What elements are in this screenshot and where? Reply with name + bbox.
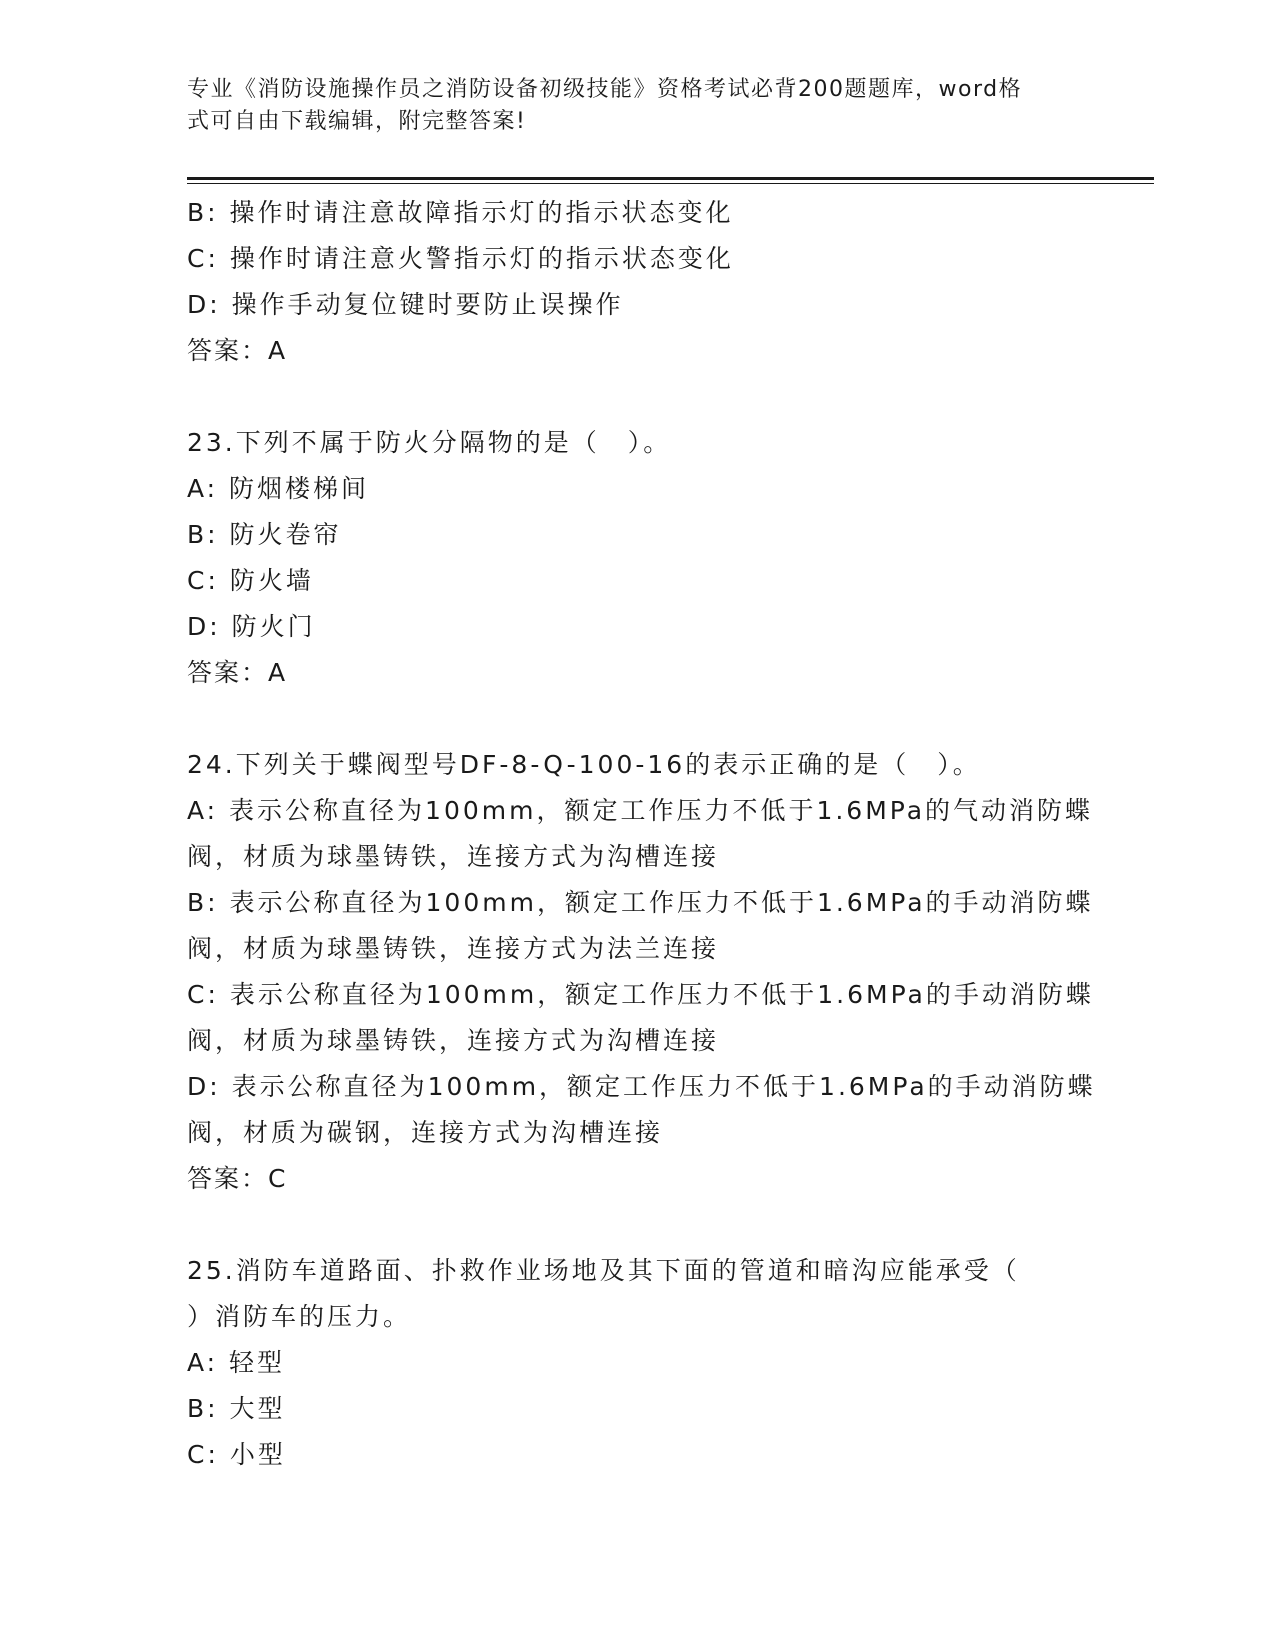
question-25-option-c: C: 小型 [187,1440,286,1469]
question-24-option-a-line-1: A: 表示公称直径为100mm，额定工作压力不低于1.6MPa的气动消防蝶 [187,796,1094,825]
question-25 [187,1248,1087,1478]
question-23-answer: 答案：A [187,658,288,687]
question-24-answer: 答案：C [187,1164,288,1193]
question-24-option-b-line-2: 阀，材质为球墨铸铁，连接方式为法兰连接 [187,934,720,963]
header-line-1: 专业《消防设施操作员之消防设备初级技能》资格考试必背200题题库，word格 [187,77,1023,102]
spacer [187,696,1087,742]
question-24 [187,742,1096,1202]
question-24-option-a-line-2: 阀，材质为球墨铸铁，连接方式为沟槽连接 [187,842,720,871]
question-22 [187,190,1087,374]
question-23-option-a: A: 防烟楼梯间 [187,474,370,503]
question-23-option-d: D: 防火门 [187,612,316,641]
question-25-option-b: B: 大型 [187,1394,286,1423]
question-25-stem-line-2: ）消防车的压力。 [187,1302,412,1331]
question-24-option-d-line-1: D: 表示公称直径为100mm，额定工作压力不低于1.6MPa的手动消防蝶 [187,1072,1096,1101]
question-24-option-c-line-1: C: 表示公称直径为100mm，额定工作压力不低于1.6MPa的手动消防蝶 [187,980,1094,1009]
question-24-option-c-line-2: 阀，材质为球墨铸铁，连接方式为沟槽连接 [187,1026,720,1055]
question-24-option-d-line-2: 阀，材质为碳钢，连接方式为沟槽连接 [187,1118,664,1147]
question-22-option-d: D: 操作手动复位键时要防止误操作 [187,290,624,319]
question-25-option-a: A: 轻型 [187,1348,286,1377]
question-22-answer: 答案：A [187,336,288,365]
spacer [187,1202,1087,1248]
header-line-2: 式可自由下载编辑，附完整答案! [187,109,527,134]
question-23-option-b: B: 防火卷帘 [187,520,342,549]
question-24-option-b-line-1: B: 表示公称直径为100mm，额定工作压力不低于1.6MPa的手动消防蝶 [187,888,1094,917]
question-23 [187,420,1087,696]
question-24-stem: 24.下列关于蝶阀型号DF-8-Q-100-16的表示正确的是（ ）。 [187,750,981,779]
question-23-stem: 23.下列不属于防火分隔物的是（ ）。 [187,428,672,457]
question-25-stem-line-1: 25.消防车道路面、扑救作业场地及其下面的管道和暗沟应能承受（ [187,1256,1020,1285]
question-list [187,190,1096,1478]
question-23-option-c: C: 防火墙 [187,566,314,595]
question-22-option-c: C: 操作时请注意火警指示灯的指示状态变化 [187,244,734,273]
header-divider-thin [187,183,1154,184]
header-divider-thick [187,177,1154,180]
question-22-option-b: B: 操作时请注意故障指示灯的指示状态变化 [187,198,734,227]
document-header [187,74,1067,138]
spacer [187,374,1087,420]
